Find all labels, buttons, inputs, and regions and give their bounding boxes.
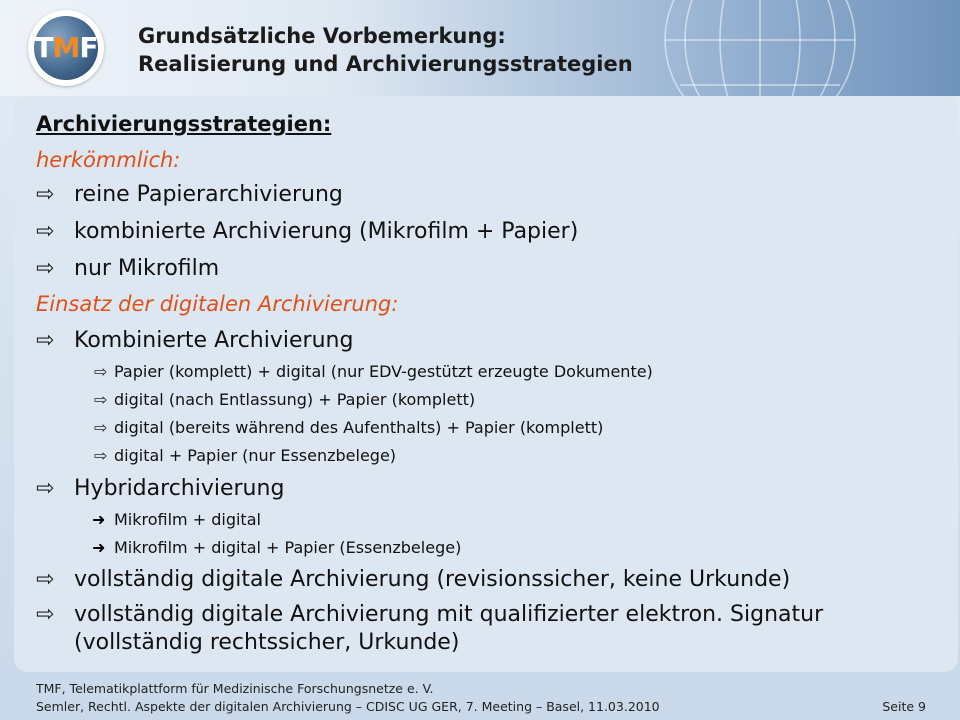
list-item: ⇨ vollständig digitale Archivierung (revisionssicher, keine Urkunde) (36, 567, 791, 592)
sub-list-item: ➜ Mikrofilm + digital (92, 510, 261, 529)
subheading-digital: Einsatz der digitalen Archivierung: (36, 292, 399, 316)
subheading-herkoemmlich: herkömmlich: (36, 148, 181, 172)
list-item: ⇨ reine Papierarchivierung (36, 182, 343, 207)
tmf-logo: TMF (28, 10, 104, 86)
arrow-outline-icon: ⇨ (94, 418, 108, 437)
list-item: ⇨ Kombinierte Archivierung (36, 328, 354, 353)
title-line-1: Grundsätzliche Vorbemerkung: (138, 24, 506, 48)
list-item: ⇨ Hybridarchivierung (36, 476, 285, 501)
arrow-outline-icon: ⇨ (36, 182, 55, 207)
list-item: ⇨ vollständig digitale Archivierung mit qualifizierter elektron. Signatur (36, 602, 824, 627)
footer-presentation: Semler, Rechtl. Aspekte der digitalen Archivierung – CDISC UG GER, 7. Meeting – Basel, 11.03.2010 (36, 699, 660, 714)
arrow-outline-icon: ⇨ (36, 602, 55, 627)
sub-list-item: ➜ Mikrofilm + digital + Papier (Essenzbelege) (92, 538, 462, 557)
section-heading: Archivierungsstrategien: (36, 112, 332, 136)
heavy-arrow-icon: ➜ (92, 538, 106, 557)
footer-organization: TMF, Telematikplattform für Medizinische Forschungsnetze e. V. (36, 681, 434, 696)
arrow-outline-icon: ⇨ (36, 328, 55, 353)
list-item-continuation: (vollständig rechtssicher, Urkunde) (74, 630, 460, 655)
title-line-2: Realisierung und Archivierungsstrategien (138, 52, 633, 76)
sub-list-item: ⇨ digital + Papier (nur Essenzbelege) (94, 446, 397, 465)
arrow-outline-icon: ⇨ (36, 476, 55, 501)
slide-title (138, 22, 758, 78)
slide-footer (36, 680, 926, 716)
arrow-outline-icon: ⇨ (36, 567, 55, 592)
heavy-arrow-icon: ➜ (92, 510, 106, 529)
arrow-outline-icon: ⇨ (94, 390, 108, 409)
page-number: Seite 9 (882, 699, 926, 714)
sub-list-item: ⇨ Papier (komplett) + digital (nur EDV-gestützt erzeugte Dokumente) (94, 362, 653, 381)
arrow-outline-icon: ⇨ (36, 219, 55, 244)
arrow-outline-icon: ⇨ (94, 362, 108, 381)
sub-list-item: ⇨ digital (bereits während des Aufenthalts) + Papier (komplett) (94, 418, 604, 437)
header-banner (0, 0, 960, 96)
list-item: ⇨ nur Mikrofilm (36, 256, 220, 281)
sub-list-item: ⇨ digital (nach Entlassung) + Papier (komplett) (94, 390, 476, 409)
arrow-outline-icon: ⇨ (36, 256, 55, 281)
list-item: ⇨ kombinierte Archivierung (Mikrofilm + Papier) (36, 219, 579, 244)
arrow-outline-icon: ⇨ (94, 446, 108, 465)
